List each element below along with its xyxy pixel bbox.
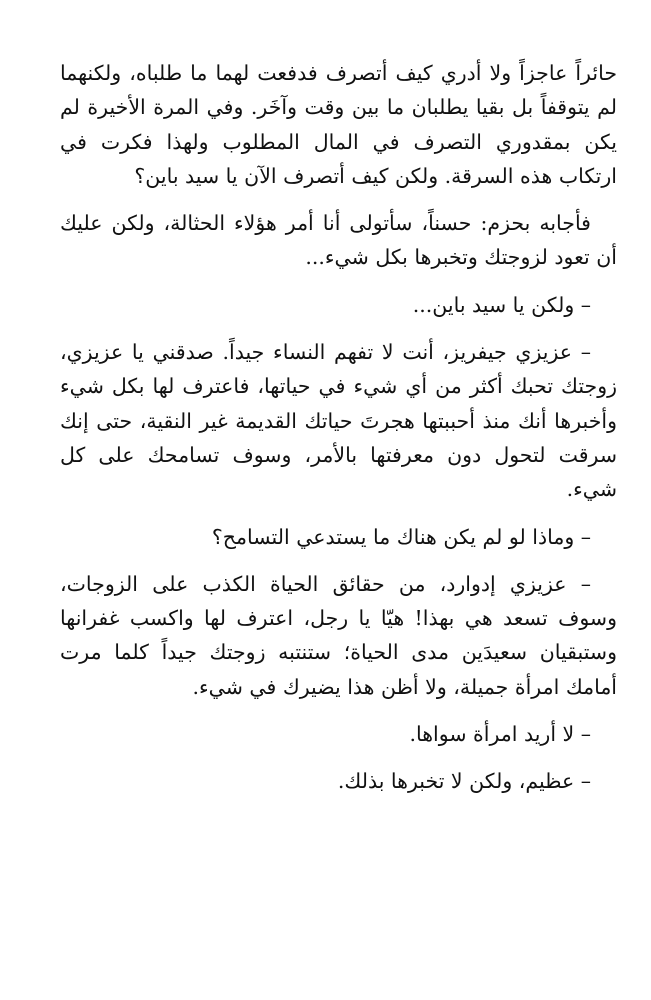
dialogue-line-6: – عظيم، ولكن لا تخبرها بذلك.	[337, 769, 591, 794]
dialogue-line-5: – لا أريد امرأة سواها.	[409, 722, 591, 747]
paragraph-1: حائراً عاجزاً ولا أدري كيف أتصرف فدفعت لهما ما طلباه، ولكنهما لم يتوقفاً بل بقيا يطلبان ما بين وقت وآخَر. وفي المرة الأخيرة لم يكن بمقدوري التصرف في المال المطلوب ولهذا فكرت في ارتكاب هذه السرقة. ولكن كيف أتصرف الآن يا سيد باين؟	[60, 61, 617, 188]
dialogue-line-4: – عزيزي إدوارد، من حقائق الحياة الكذب على الزوجات، وسوف تسعد هي بهذا! هيّا يا رجل، اعترف لها واكسب غفرانها وستبقيان سعيدَين مدى الحياة؛ ستنتبه زوجتك جيداً كلما مرت أمامك امرأة جميلة، ولا أظن هذا يضيرك في شيء.	[60, 571, 617, 699]
dialogue-line-1: – ولكن يا سيد باين...	[412, 292, 591, 317]
book-page	[60, 56, 617, 812]
dialogue-line-2: – عزيزي جيفريز، أنت لا تفهم النساء جيداً. صدقني يا عزيزي، زوجتك تحبك أكثر من أي شيء في حياتها، فاعترف لها بكل شيء وأخبرها أنك منذ أحببتها هجرتَ حياتك القديمة غير النقية، حتى إنك سرقت لتحول دون معرفتها بالأمر، وسوف تسامحك على كل شيء.	[60, 340, 617, 502]
paragraph-2: فأجابه بحزم: حسناً، سأتولى أنا أمر هؤلاء الحثالة، ولكن عليك أن تعود لزوجتك وتخبرها بكل شيء...	[60, 211, 617, 270]
dialogue-line-3: – وماذا لو لم يكن هناك ما يستدعي التسامح؟	[211, 524, 591, 549]
